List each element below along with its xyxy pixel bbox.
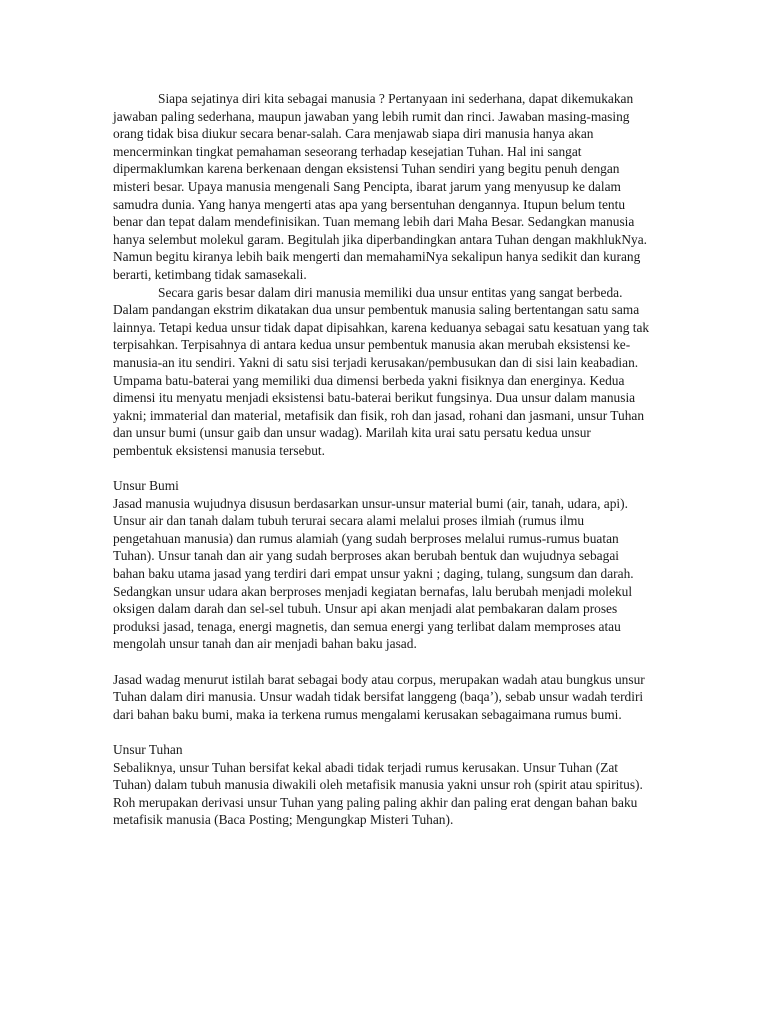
paragraph-intro: Siapa sejatinya diri kita sebagai manusia ? Pertanyaan ini sederhana, dapat dikemukakan jawaban paling sederhana, maupun jawaban yang lebih rumit dan rinci. Jawaban masing-masing orang tidak bisa diukur secara benar-salah. Cara menjawab siapa diri manusia hanya akan mencerminkan tingkat pemahaman seseorang terhadap kesejatian Tuhan. Hal ini sangat dipermaklumkan karena berkenaan dengan eksistensi Tuhan sendiri yang begitu penuh dengan misteri besar. Upaya manusia mengenali Sang Pencipta, ibarat jarum yang menyusup ke dalam samudra dunia. Yang hanya mengerti atas apa yang bersentuhan dengannya. Itupun belum tentu benar dan tepat dalam mendefinisikan. Tuan memang lebih dari Maha Besar. Sedangkan manusia hanya selembut molekul garam. Begitulah jika diperbandingkan antara Tuhan dengan makhlukNya. Namun begitu kiranya lebih baik mengerti dan memahamiNya sekalipun hanya sedikit dan kurang berarti, ketimbang tidak samasekali. [113,91,648,282]
spacer [113,459,650,477]
spacer [113,723,650,741]
spacer [113,653,650,671]
paragraph-unsur-bumi: Jasad manusia wujudnya disusun berdasarkan unsur-unsur material bumi (air, tanah, udara, api). Unsur air dan tanah dalam tubuh terurai secara alami melalui proses ilmiah (rumus ilmu pengetahuan manusia) dan rumus alamiah (yang sudah berproses melalui rumus-rumus buatan Tuhan). Unsur tanah dan air yang sudah berproses akan berubah bentuk dan wujudnya sebagai bahan baku utama jasad yang terdiri dari empat unsur yakni ; daging, tulang, sungsum dan darah. Sedangkan unsur udara akan berproses menjadi kegiatan bernafas, lalu berubah menjadi molekul oksigen dalam darah dan sel-sel tubuh. Unsur api akan menjadi alat pembakaran dalam proses produksi jasad, tenaga, energi magnetis, dan semua energi yang terlibat dalam memproses atau mengolah unsur tanah dan air menjadi bahan baku jasad. [113,495,634,652]
paragraph-jasad-wadag: Jasad wadag menurut istilah barat sebagai body atau corpus, merupakan wadah atau bungkus unsur Tuhan dalam diri manusia. Unsur wadah tidak bersifat langgeng (baqa’), sebab unsur wadah terdiri dari bahan baku bumi, maka ia terkena rumus mengalami kerusakan sebagaimana rumus bumi. [113,671,645,722]
paragraph-two-elements: Secara garis besar dalam diri manusia memiliki dua unsur entitas yang sangat berbeda. Dalam pandangan ekstrim dikatakan dua unsur pembentuk manusia saling bertentangan satu sama lainnya. Tetapi kedua unsur tidak dapat dipisahkan, karena keduanya sebagai satu kesatuan yang tak terpisahkan. Terpisahnya di antara kedua unsur pembentuk manusia akan merubah eksistensi ke-manusia-an itu sendiri. Yakni di satu sisi terjadi kerusakan/pembusukan dan di sisi lain keabadian. Umpama batu-baterai yang memiliki dua dimensi berbeda yakni fisiknya dan energinya. Kedua dimensi itu menyatu menjadi eksistensi batu-baterai berikut fungsinya. Dua unsur dalam manusia yakni; immaterial dan material, metafisik dan fisik, roh dan jasad, rohani dan jasmani, unsur Tuhan dan unsur bumi (unsur gaib dan unsur wadag). Marilah kita urai satu persatu kedua unsur pembentuk eksistensi manusia tersebut. [113,284,650,458]
paragraph-unsur-tuhan: Sebaliknya, unsur Tuhan bersifat kekal abadi tidak terjadi rumus kerusakan. Unsur Tuhan (Zat Tuhan) dalam tubuh manusia diwakili oleh metafisik manusia yakni unsur roh (spirit atau spiritus). Roh merupakan derivasi unsur Tuhan yang paling paling akhir dan paling erat dengan bahan baku metafisik manusia (Baca Posting; Mengungkap Misteri Tuhan). [113,759,643,828]
heading-unsur-tuhan: Unsur Tuhan [113,741,183,757]
heading-unsur-bumi: Unsur Bumi [113,478,179,494]
